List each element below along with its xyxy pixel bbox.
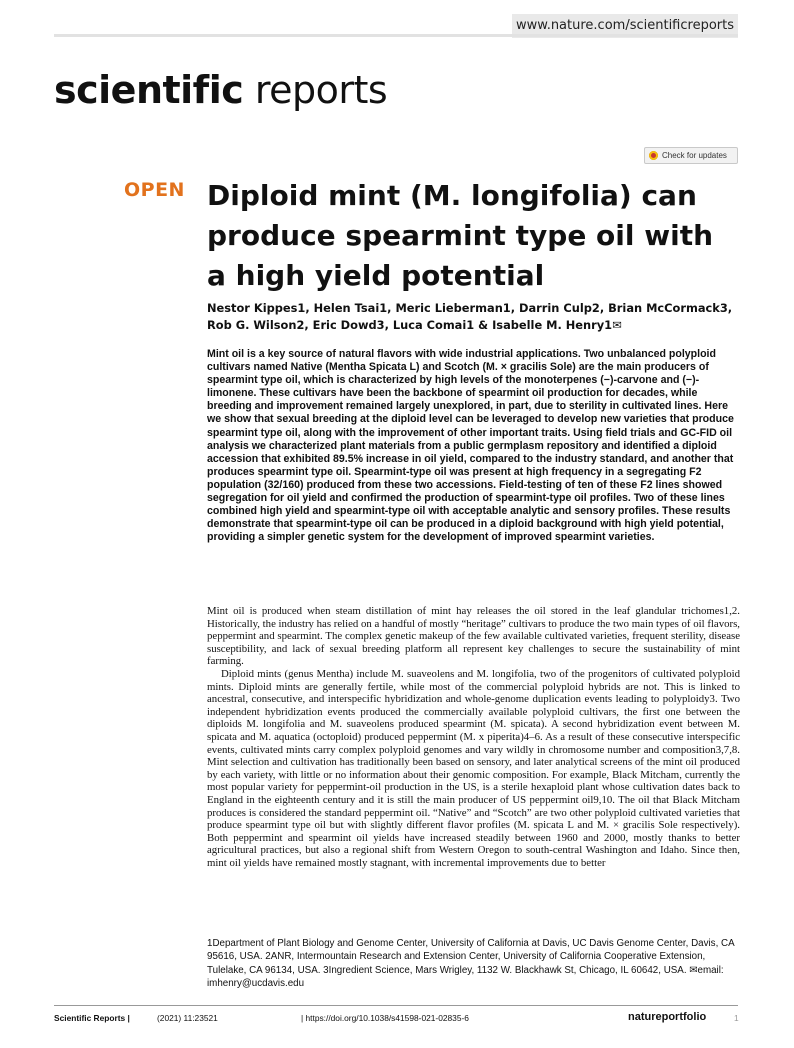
page-number: 1 xyxy=(734,1013,739,1023)
header-rule xyxy=(54,34,738,37)
abstract: Mint oil is a key source of natural flavors with wide industrial applications. Two unbalanced polyploid cultivars named Native (Mentha Spicata L) and Scotch (M. × gracilis Sole) are the main producers of spearmint type oil, which is characterized by high levels of the monoterpenes (−)-carvone and (−)-limonene. These cultivars have been the backbone of spearmint oil production for decades, while breeding and improvement remained largely unexplored, in part, due to sterility in cultivated lines. Here we show that sexual breeding at the diploid level can be leveraged to develop new varieties that produce spearmint type oil, along with the improvement of other important traits. Using field trials and GC-FID oil analysis we characterized plant materials from a public germplasm repository and identified a diploid accession that exhibited 89.5% increase in oil yield, compared to the industry standard, and another that produces spearmint type oil. Spearmint-type oil was present at high frequency in a segregating F2 population (32/160) produced from these two accessions. Field-testing of ten of these F2 lines showed segregation for oil yield and confirmed the production of spearmint-type oil profiles. Two of these lines combined high yield and spearmint-type oil with acceptable analytic and sensory profiles. These results demonstrate that spearmint-type oil can be produced in a diploid background with high yield potential, providing a simpler genetic system for the development of improved spearmint varieties. xyxy=(207,348,734,544)
crossmark-icon xyxy=(649,151,658,160)
affiliations: 1Department of Plant Biology and Genome Center, University of California at Davis, UC Davis Genome Center, Davis, CA 95616, USA. 2ANR, Intermountain Research and Extension Center, University of California Cooperative Extension, Tulelake, CA 96134, USA. 3Ingredient Science, Mars Wrigley, 1132 W. Blackhawk St, Chicago, IL 60642, USA. ✉email: imhenry@ucdavis.edu xyxy=(207,938,735,989)
journal-logo-light: reports xyxy=(243,68,388,112)
body-paragraph: Mint oil is produced when steam distillation of mint hay releases the oil stored in the leaf glandular trichomes1,2. Historically, the industry has relied on a handful of mostly “heritage” cultivars to produce the two main types of oil flavors, peppermint and spearmint. The complex genetic makeup of the few available cultivated varieties, frequent sterility, disease susceptibility, and lack of sexual breeding platform all represent key challenges to secure the sustainability of mint farming. xyxy=(207,605,741,668)
publisher-logo: natureportfolio xyxy=(628,1011,707,1023)
footer-doi-link[interactable]: | https://doi.org/10.1038/s41598-021-02835-6 xyxy=(301,1013,469,1023)
check-for-updates-button[interactable] xyxy=(644,147,738,164)
footer-journal: Scientific Reports | xyxy=(54,1013,130,1023)
journal-url[interactable]: www.nature.com/scientificreports xyxy=(512,14,738,38)
footer-rule xyxy=(54,1005,738,1006)
open-access-label: OPEN xyxy=(124,179,185,201)
footer-volume: (2021) 11:23521 xyxy=(157,1013,218,1023)
author-list: Nestor Kippes1, Helen Tsai1, Meric Lieberman1, Darrin Culp2, Brian McCormack3, Rob G. Wilson2, Eric Dowd3, Luca Comai1 & Isabelle M. Henry1✉ xyxy=(207,301,733,332)
check-for-updates-label: Check for updates xyxy=(662,151,727,160)
journal-logo xyxy=(54,68,387,112)
article-body xyxy=(207,605,740,869)
article-title: Diploid mint (M. longifolia) can produce spearmint type oil with a high yield potential xyxy=(207,179,714,292)
journal-logo-bold: scientific xyxy=(54,68,244,112)
body-paragraph: Diploid mints (genus Mentha) include M. suaveolens and M. longifolia, two of the progenitors of cultivated polyploid mints. Diploid mints are generally fertile, while most of the commercial polyploid hybrids are not. This is linked to ancestral, consecutive, and interspecific hybridization and whole-genome duplication events leading to polyploidy3. Two independent hybridization events produced the commercially available polyploid cultivars, the first one between the diploids M. longifolia and M. suaveolens produced spearmint (M. spicata). A second hybridization event between M. spicata and M. aquatica (octoploid) produced peppermint (M. x piperita)4–6. As a result of these consecutive interspecific events, cultivated mints carry complex polyploid genomes and vary wildly in chromosome number and composition3,7,8. Mint selection and cultivation has traditionally been based on sensory, and later analytical screens of the mint oil produced by each variety, with little or no information about their genomic composition. For example, Black Mitcham, currently the most popular variety for peppermint-oil production in the US, is a sterile hexaploid plant whose cultivation dates back to England in the eighteenth century and it is still the main producer of US peppermint oil9,10. The oil that Black Mitcham produces is considered the standard peppermint oil. “Native” and “Scotch” are two other polyploid cultivated varieties that produce spearmint type oil but with slightly different flavor profiles (M. spicata L and M. × gracilis Sole respectively). Both peppermint and spearmint oil yields have increased steadily between 1960 and 2000, mostly thanks to better agricultural practices, but also a regional shift from Western Oregon to south-central Washington and Idaho. Since then, mint oil yields have remained mostly stagnant, with incremental improvements due to better xyxy=(207,667,740,869)
